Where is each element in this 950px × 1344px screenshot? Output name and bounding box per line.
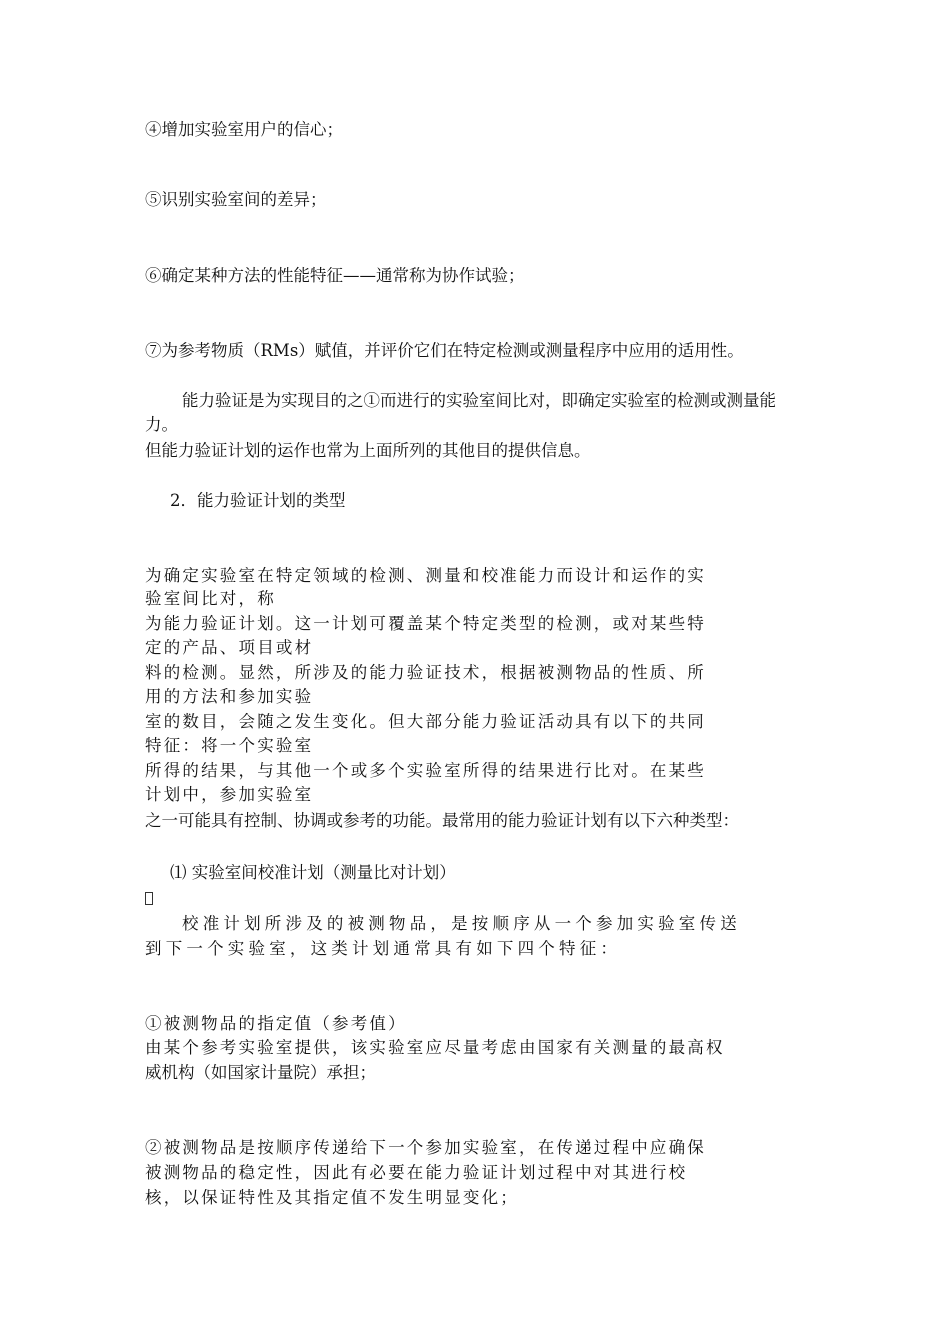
intro-line-2: 力。 [145,415,178,434]
definition-line-4: 定的产品、项目或材 [145,638,314,657]
feature-2-line-1: ②被测物品是按顺序传递给下一个参加实验室，在传递过程中应确保 [145,1138,706,1157]
definition-line-2: 验室间比对，称 [145,589,276,608]
section-heading: 2．能力验证计划的类型 [170,491,346,510]
list-item-4: ④增加实验室用户的信心； [145,120,343,139]
list-item-7: ⑦为参考物质（RMs）赋值，并评价它们在特定检测或测量程序中应用的适用性。 [145,341,744,360]
definition-line-9: 所得的结果，与其他一个或多个实验室所得的结果进行比对。在某些 [145,761,706,780]
feature-2-line-3: 核，以保证特性及其指定值不发生明显变化； [145,1188,519,1207]
feature-1-line-1: ①被测物品的指定值（参考值） [145,1014,407,1033]
definition-line-11: 之一可能具有控制、协调或参考的功能。最常用的能力验证计划有以下六种类型： [145,811,739,830]
type1-heading: ⑴ 实验室间校准计划（测量比对计划） [170,863,456,882]
list-item-5: ⑤识别实验室间的差异； [145,190,327,209]
type1-paragraph-line-2: 到下一个实验室，这类计划通常具有如下四个特征： [145,939,622,958]
type1-paragraph-line-1: 校准计划所涉及的被测物品，是按顺序从一个参加实验室传送 [182,914,741,933]
intro-line-3: 但能力验证计划的运作也常为上面所列的其他目的提供信息。 [145,441,591,460]
definition-line-3: 为能力验证计划。这一计划可覆盖某个特定类型的检测，或对某些特 [145,614,706,633]
definition-line-8: 特征：将一个实验室 [145,736,314,755]
feature-1-line-2: 由某个参考实验室提供，该实验室应尽量考虑由国家有关测量的最高权 [145,1038,725,1057]
intro-line-1: 能力验证是为实现目的之①而进行的实验室间比对，即确定实验室的检测或测量能 [182,391,776,410]
definition-line-7: 室的数目，会随之发生变化。但大部分能力验证活动具有以下的共同 [145,712,706,731]
list-item-6: ⑥确定某种方法的性能特征——通常称为协作试验； [145,266,525,285]
feature-2-line-2: 被测物品的稳定性，因此有必要在能力验证计划过程中对其进行校 [145,1163,688,1182]
definition-line-10: 计划中，参加实验室 [145,785,314,804]
placeholder-box-icon [145,892,153,905]
definition-line-5: 料的检测。显然，所涉及的能力验证技术，根据被测物品的性质、所 [145,663,706,682]
definition-line-6: 用的方法和参加实验 [145,687,314,706]
feature-1-line-3: 威机构（如国家计量院）承担； [145,1063,376,1082]
definition-line-1: 为确定实验室在特定领域的检测、测量和校准能力而设计和运作的实 [145,566,706,585]
